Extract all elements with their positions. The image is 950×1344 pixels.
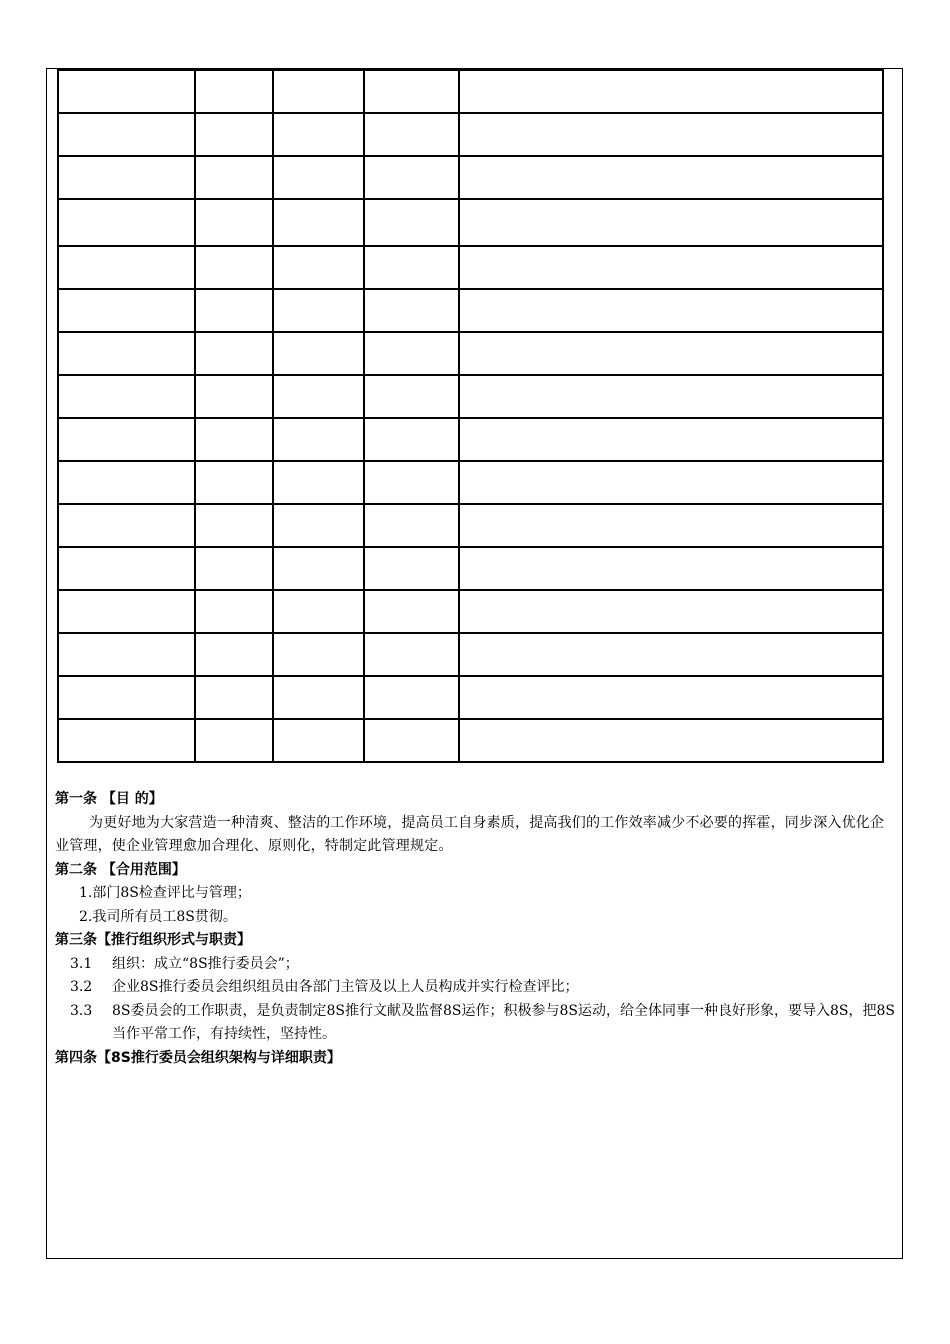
table-cell [58, 246, 195, 289]
table-cell [364, 547, 459, 590]
table-row [58, 633, 883, 676]
item-text: 企业8S推行委员会组织组员由各部门主管及以上人员构成并实行检查评比； [112, 979, 579, 995]
table-cell [58, 332, 195, 375]
article-3-heading: 第三条【推行组织形式与职责】 [55, 932, 251, 948]
table-row [58, 590, 883, 633]
table-cell [195, 199, 273, 246]
table-cell [364, 156, 459, 199]
table-cell [364, 113, 459, 156]
table-cell [273, 289, 364, 332]
table-row [58, 375, 883, 418]
item-number: 3.2 [70, 979, 93, 995]
table-cell [273, 70, 364, 113]
table-cell [364, 633, 459, 676]
table-cell [195, 504, 273, 547]
table-cell [459, 633, 883, 676]
table-cell [364, 504, 459, 547]
table-cell [459, 719, 883, 762]
table-cell [58, 547, 195, 590]
table-cell [459, 504, 883, 547]
blank-record-table [57, 69, 884, 763]
table-cell [459, 246, 883, 289]
article-1-body: 为更好地为大家营造一种清爽、整洁的工作环境，提高员工自身素质，提高我们的工作效率减少不必要的挥霍，同步深入优化企业管理，使企业管理愈加合理化、原则化，特制定此管理规定。 [55, 814, 885, 854]
table-cell [195, 70, 273, 113]
table-cell [195, 461, 273, 504]
table-cell [459, 461, 883, 504]
table-cell [459, 590, 883, 633]
table-cell [364, 289, 459, 332]
article-2-item: 1.部门8S检查评比与管理； [79, 885, 251, 901]
table-body [58, 70, 883, 762]
table-cell [459, 70, 883, 113]
table-cell [459, 199, 883, 246]
table-cell [459, 547, 883, 590]
table-cell [58, 676, 195, 719]
table-cell [58, 375, 195, 418]
table-cell [273, 332, 364, 375]
table-cell [58, 70, 195, 113]
table-cell [195, 547, 273, 590]
table-cell [364, 246, 459, 289]
table-cell [273, 199, 364, 246]
table-cell [58, 590, 195, 633]
table-cell [459, 156, 883, 199]
table-cell [58, 113, 195, 156]
table-cell [364, 461, 459, 504]
item-text: 组织：成立“8S推行委员会”； [112, 955, 299, 972]
table-cell [195, 375, 273, 418]
table-row [58, 199, 883, 246]
table-row [58, 289, 883, 332]
table-cell [459, 332, 883, 375]
article-3-item [55, 976, 897, 1000]
table-cell [273, 633, 364, 676]
table-row [58, 113, 883, 156]
table-cell [195, 113, 273, 156]
table-cell [195, 676, 273, 719]
article-2-heading: 第二条 【合用范围】 [55, 861, 186, 878]
table-cell [195, 332, 273, 375]
table-cell [364, 418, 459, 461]
table-cell [459, 676, 883, 719]
table-row [58, 156, 883, 199]
table-cell [195, 289, 273, 332]
table-row [58, 547, 883, 590]
table-cell [459, 113, 883, 156]
table-cell [364, 199, 459, 246]
table-cell [459, 375, 883, 418]
table-cell [273, 461, 364, 504]
article-4-heading: 第四条【8S推行委员会组织架构与详细职责】 [55, 1049, 341, 1066]
table-cell [273, 418, 364, 461]
table-row [58, 332, 883, 375]
table-cell [195, 246, 273, 289]
table-cell [273, 547, 364, 590]
table-cell [273, 375, 364, 418]
item-number: 3.1 [70, 955, 93, 972]
table-cell [364, 332, 459, 375]
table-row [58, 418, 883, 461]
table-cell [273, 676, 364, 719]
article-3-item [55, 953, 897, 977]
table-cell [58, 418, 195, 461]
table-cell [58, 156, 195, 199]
table-cell [459, 289, 883, 332]
regulation-text [55, 788, 897, 1070]
table-row [58, 719, 883, 762]
table-cell [58, 719, 195, 762]
table-cell [364, 70, 459, 113]
table-row [58, 70, 883, 113]
table-cell [195, 590, 273, 633]
table-cell [273, 156, 364, 199]
table-cell [58, 633, 195, 676]
article-1-heading: 第一条 【目 的】 [55, 791, 163, 807]
table-cell [58, 504, 195, 547]
table-cell [273, 113, 364, 156]
table-cell [58, 199, 195, 246]
table-cell [273, 246, 364, 289]
item-number: 3.3 [70, 1002, 93, 1019]
table-cell [364, 719, 459, 762]
table-cell [273, 504, 364, 547]
table-row [58, 246, 883, 289]
table-cell [195, 719, 273, 762]
table-row [58, 461, 883, 504]
table-cell [273, 719, 364, 762]
table-cell [58, 289, 195, 332]
table-cell [364, 590, 459, 633]
table-cell [459, 418, 883, 461]
table-row [58, 504, 883, 547]
item-text: 8S委员会的工作职责，是负责制定8S推行文献及监督8S运作；积极参与8S运动，给全体同事一种良好形象，要导入8S，把8S当作平常工作，有持续性，坚持性。 [112, 1002, 895, 1042]
table-cell [195, 633, 273, 676]
table-cell [195, 156, 273, 199]
article-3-item [55, 1000, 897, 1047]
table-row [58, 676, 883, 719]
table-cell [364, 676, 459, 719]
table-cell [364, 375, 459, 418]
table-cell [58, 461, 195, 504]
table-cell [273, 590, 364, 633]
article-2-item: 2.我司所有员工8S贯彻。 [79, 908, 237, 925]
table-cell [195, 418, 273, 461]
